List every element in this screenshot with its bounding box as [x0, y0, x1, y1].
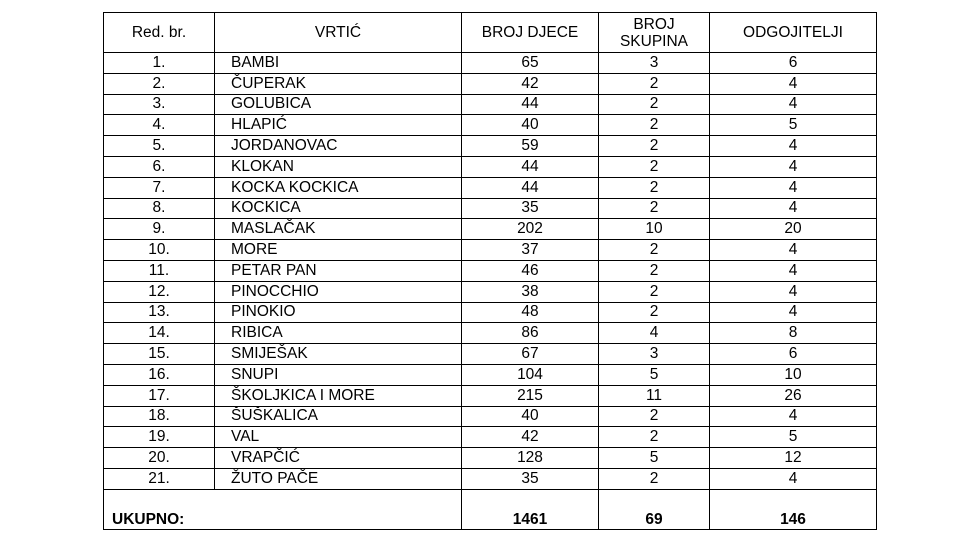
table-row — [104, 198, 877, 219]
table-row — [104, 385, 877, 406]
total-educators: 146 — [710, 489, 877, 529]
kindergarten-name-cell: JORDANOVAC — [215, 136, 462, 157]
educators-count-cell: 4 — [710, 240, 877, 261]
ordinal-cell: 8. — [104, 198, 215, 219]
table-row — [104, 94, 877, 115]
children-count-cell: 35 — [462, 198, 599, 219]
ordinal-cell: 1. — [104, 53, 215, 74]
kindergarten-name-cell: KOCKA KOCKICA — [215, 177, 462, 198]
ordinal-cell: 20. — [104, 448, 215, 469]
groups-count-cell: 2 — [599, 198, 710, 219]
groups-count-cell: 2 — [599, 468, 710, 489]
educators-count-cell: 4 — [710, 177, 877, 198]
educators-count-cell: 8 — [710, 323, 877, 344]
ordinal-cell: 17. — [104, 385, 215, 406]
children-count-cell: 104 — [462, 364, 599, 385]
groups-count-cell: 2 — [599, 260, 710, 281]
children-count-cell: 37 — [462, 240, 599, 261]
table-row — [104, 468, 877, 489]
educators-count-cell: 20 — [710, 219, 877, 240]
educators-count-cell: 4 — [710, 260, 877, 281]
educators-count-cell: 4 — [710, 302, 877, 323]
groups-count-cell: 3 — [599, 344, 710, 365]
educators-count-cell: 4 — [710, 281, 877, 302]
kindergarten-name-cell: ŽUTO PAČE — [215, 468, 462, 489]
groups-count-cell: 2 — [599, 427, 710, 448]
children-count-cell: 38 — [462, 281, 599, 302]
children-count-cell: 44 — [462, 177, 599, 198]
table-row — [104, 281, 877, 302]
groups-count-cell: 5 — [599, 364, 710, 385]
groups-count-cell: 2 — [599, 177, 710, 198]
kindergarten-name-cell: PINOKIO — [215, 302, 462, 323]
ordinal-cell: 14. — [104, 323, 215, 344]
children-count-cell: 202 — [462, 219, 599, 240]
table-row — [104, 260, 877, 281]
table-row — [104, 240, 877, 261]
table-row — [104, 302, 877, 323]
children-count-cell: 59 — [462, 136, 599, 157]
kindergarten-name-cell: KOCKICA — [215, 198, 462, 219]
ordinal-cell: 15. — [104, 344, 215, 365]
table-row — [104, 448, 877, 469]
ordinal-cell: 19. — [104, 427, 215, 448]
ordinal-cell: 16. — [104, 364, 215, 385]
ordinal-cell: 7. — [104, 177, 215, 198]
groups-count-cell: 2 — [599, 156, 710, 177]
ordinal-cell: 4. — [104, 115, 215, 136]
header-groups — [599, 13, 710, 53]
ordinal-cell: 5. — [104, 136, 215, 157]
table-row — [104, 156, 877, 177]
table-row — [104, 73, 877, 94]
children-count-cell: 67 — [462, 344, 599, 365]
educators-count-cell: 10 — [710, 364, 877, 385]
educators-count-cell: 26 — [710, 385, 877, 406]
kindergarten-name-cell: ŠKOLJKICA I MORE — [215, 385, 462, 406]
kindergarten-table — [103, 12, 877, 530]
children-count-cell: 40 — [462, 406, 599, 427]
groups-count-cell: 2 — [599, 94, 710, 115]
groups-count-cell: 2 — [599, 240, 710, 261]
groups-count-cell: 2 — [599, 406, 710, 427]
kindergarten-name-cell: ŠUŠKALICA — [215, 406, 462, 427]
ordinal-cell: 3. — [104, 94, 215, 115]
educators-count-cell: 5 — [710, 427, 877, 448]
children-count-cell: 35 — [462, 468, 599, 489]
kindergarten-name-cell: VAL — [215, 427, 462, 448]
children-count-cell: 44 — [462, 94, 599, 115]
groups-count-cell: 2 — [599, 302, 710, 323]
educators-count-cell: 4 — [710, 156, 877, 177]
table-row — [104, 406, 877, 427]
educators-count-cell: 4 — [710, 406, 877, 427]
ordinal-cell: 9. — [104, 219, 215, 240]
table-row — [104, 136, 877, 157]
total-children: 1461 — [462, 489, 599, 529]
kindergarten-name-cell: PETAR PAN — [215, 260, 462, 281]
groups-count-cell: 10 — [599, 219, 710, 240]
table-row — [104, 177, 877, 198]
ordinal-cell: 13. — [104, 302, 215, 323]
kindergarten-name-cell: GOLUBICA — [215, 94, 462, 115]
groups-count-cell: 4 — [599, 323, 710, 344]
educators-count-cell: 4 — [710, 94, 877, 115]
header-ordinal: Red. br. — [104, 13, 215, 53]
educators-count-cell: 5 — [710, 115, 877, 136]
groups-count-cell: 2 — [599, 281, 710, 302]
kindergarten-name-cell: HLAPIĆ — [215, 115, 462, 136]
total-groups: 69 — [599, 489, 710, 529]
children-count-cell: 86 — [462, 323, 599, 344]
table-row — [104, 427, 877, 448]
table-row — [104, 53, 877, 74]
educators-count-cell: 6 — [710, 53, 877, 74]
kindergarten-name-cell: ČUPERAK — [215, 73, 462, 94]
ordinal-cell: 21. — [104, 468, 215, 489]
educators-count-cell: 4 — [710, 198, 877, 219]
children-count-cell: 46 — [462, 260, 599, 281]
total-row — [104, 489, 877, 529]
header-row — [104, 13, 877, 53]
kindergarten-name-cell: RIBICA — [215, 323, 462, 344]
children-count-cell: 128 — [462, 448, 599, 469]
header-children: BROJ DJECE — [462, 13, 599, 53]
groups-count-cell: 2 — [599, 115, 710, 136]
educators-count-cell: 4 — [710, 468, 877, 489]
groups-count-cell: 11 — [599, 385, 710, 406]
kindergarten-name-cell: KLOKAN — [215, 156, 462, 177]
children-count-cell: 42 — [462, 73, 599, 94]
educators-count-cell: 12 — [710, 448, 877, 469]
ordinal-cell: 11. — [104, 260, 215, 281]
children-count-cell: 40 — [462, 115, 599, 136]
header-educators: ODGOJITELJI — [710, 13, 877, 53]
kindergarten-name-cell: BAMBI — [215, 53, 462, 74]
ordinal-cell: 10. — [104, 240, 215, 261]
kindergarten-name-cell: MORE — [215, 240, 462, 261]
children-count-cell: 44 — [462, 156, 599, 177]
total-label: UKUPNO: — [104, 489, 462, 529]
educators-count-cell: 4 — [710, 73, 877, 94]
header-groups-label: BROJ SKUPINA — [619, 15, 689, 50]
header-kindergarten: VRTIĆ — [215, 13, 462, 53]
kindergarten-name-cell: PINOCCHIO — [215, 281, 462, 302]
groups-count-cell: 2 — [599, 73, 710, 94]
educators-count-cell: 6 — [710, 344, 877, 365]
kindergarten-name-cell: SMIJEŠAK — [215, 344, 462, 365]
table-row — [104, 364, 877, 385]
educators-count-cell: 4 — [710, 136, 877, 157]
kindergarten-name-cell: MASLAČAK — [215, 219, 462, 240]
ordinal-cell: 18. — [104, 406, 215, 427]
table-row — [104, 344, 877, 365]
kindergarten-name-cell: SNUPI — [215, 364, 462, 385]
kindergarten-name-cell: VRAPČIĆ — [215, 448, 462, 469]
children-count-cell: 48 — [462, 302, 599, 323]
children-count-cell: 42 — [462, 427, 599, 448]
ordinal-cell: 2. — [104, 73, 215, 94]
children-count-cell: 65 — [462, 53, 599, 74]
table-row — [104, 323, 877, 344]
ordinal-cell: 12. — [104, 281, 215, 302]
table-row — [104, 115, 877, 136]
ordinal-cell: 6. — [104, 156, 215, 177]
groups-count-cell: 2 — [599, 136, 710, 157]
groups-count-cell: 3 — [599, 53, 710, 74]
groups-count-cell: 5 — [599, 448, 710, 469]
table-row — [104, 219, 877, 240]
children-count-cell: 215 — [462, 385, 599, 406]
